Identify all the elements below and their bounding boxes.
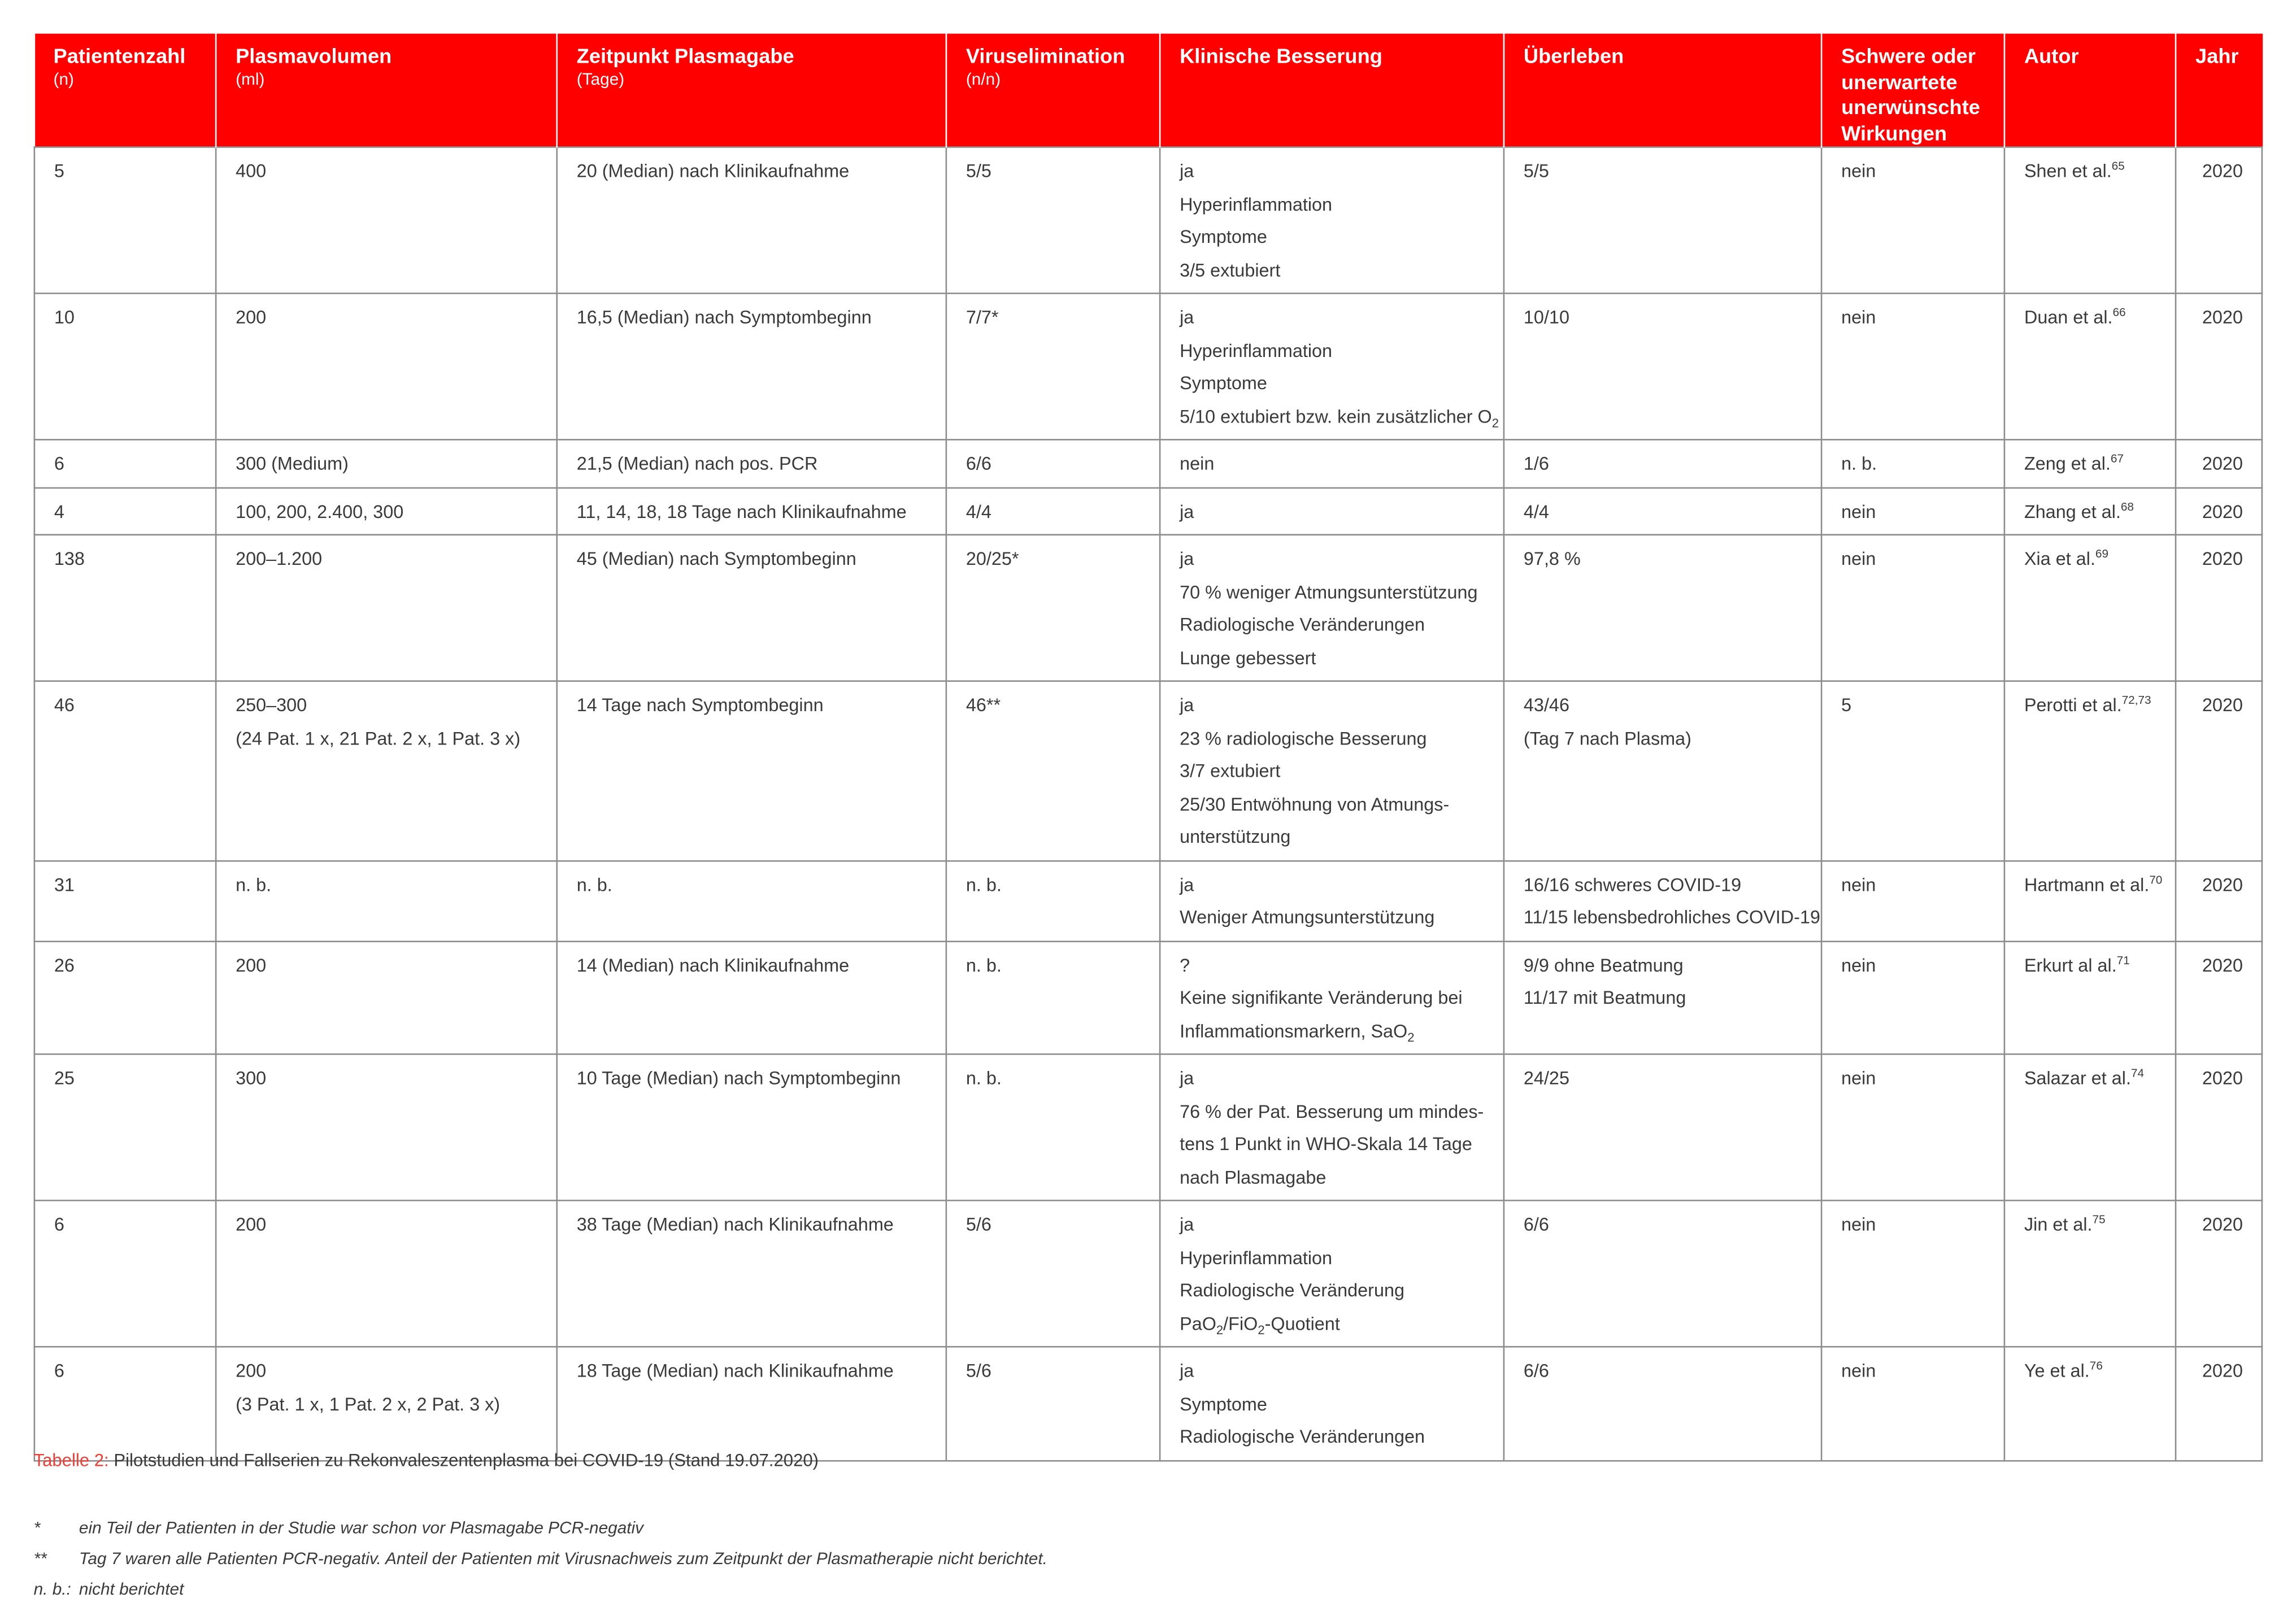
cell-wirkungen xyxy=(1821,1347,2004,1460)
cell-line: 14 (Median) nach Klinikaufnahme xyxy=(576,955,850,976)
cell-zeitpunkt xyxy=(557,681,946,860)
cell-line: Radiologische Veränderungen xyxy=(1180,614,1425,635)
cell-autor xyxy=(2004,681,2176,860)
cell-autor xyxy=(2004,1347,2176,1460)
cell-line: 70 % weniger Atmungsunterstützung xyxy=(1180,581,1478,602)
cell-line: Lunge gebessert xyxy=(1180,647,1316,668)
column-header xyxy=(1504,34,1821,147)
cell-zeitpunkt xyxy=(557,487,946,535)
reference-number: 65 xyxy=(2111,159,2125,173)
caption-text: Pilotstudien und Fallserien zu Rekonvaleszentenplasma bei COVID-19 (Stand 19.07.2020) xyxy=(108,1449,819,1471)
caption-label: Tabelle 2: xyxy=(33,1449,109,1471)
cell-line: nein xyxy=(1841,1068,1876,1089)
cell-line: 7/7* xyxy=(965,307,999,328)
cell-ueberleben xyxy=(1504,487,1821,535)
cell-viruselimination xyxy=(946,1347,1160,1460)
cell-line: 6/6 xyxy=(1523,1214,1549,1235)
cell-line: Inflammationsmarkern, SaO$_2$ xyxy=(1180,1020,1415,1044)
cell-jahr xyxy=(2176,681,2262,860)
cell-viruselimination xyxy=(946,1054,1160,1200)
cell-line: 3/5 extubiert xyxy=(1180,259,1281,281)
cell-line: n. b. xyxy=(965,1068,1002,1089)
cell-zeitpunkt xyxy=(557,860,946,941)
reference-number: 71 xyxy=(2116,953,2130,966)
cell-line: 46** xyxy=(965,695,1001,716)
cell-patienten xyxy=(34,1054,216,1200)
cell-line: 2020 xyxy=(2202,160,2243,182)
reference-number: 67 xyxy=(2110,452,2124,465)
cell-line: n. b. xyxy=(576,874,612,895)
cell-line: 5 xyxy=(54,160,64,182)
cell-line: Symptome xyxy=(1180,1394,1267,1414)
cell-line: nein xyxy=(1180,453,1215,474)
column-header xyxy=(34,34,216,147)
cell-line: 200 xyxy=(236,1360,267,1382)
cell-line: 2020 xyxy=(2202,695,2243,716)
column-unit: (n/n) xyxy=(965,71,1001,89)
cell-patienten xyxy=(34,439,216,487)
cell-line: 2020 xyxy=(2202,307,2243,328)
cell-besserung xyxy=(1160,1347,1504,1460)
cell-besserung xyxy=(1160,1200,1504,1347)
cell-line: nach Plasmagabe xyxy=(1180,1166,1327,1187)
cell-wirkungen xyxy=(1821,681,2004,860)
cell-plasmavolumen xyxy=(216,941,557,1054)
cell-line: ja xyxy=(1180,1214,1194,1235)
column-title: Überleben xyxy=(1523,43,1624,68)
column-title: Zeitpunkt Plasmagabe xyxy=(576,43,794,68)
cell-line: 400 xyxy=(236,160,267,182)
cell-autor xyxy=(2004,147,2176,293)
cell-viruselimination xyxy=(946,941,1160,1054)
cell-line: 5/10 extubiert bzw. kein zusätzlicher $O_2$ xyxy=(1180,406,1499,430)
cell-besserung xyxy=(1160,860,1504,941)
cell-besserung xyxy=(1160,293,1504,439)
cell-wirkungen xyxy=(1821,860,2004,941)
cell-line: 20 (Median) nach Klinikaufnahme xyxy=(576,160,850,182)
column-header xyxy=(1821,34,2004,147)
cell-line: 26 xyxy=(54,955,75,976)
cell-viruselimination xyxy=(946,147,1160,293)
cell-line: 5 xyxy=(1841,695,1852,716)
cell-line: 4 xyxy=(54,501,64,522)
cell-line: 6 xyxy=(54,1360,64,1382)
column-header xyxy=(946,34,1160,147)
cell-besserung xyxy=(1160,147,1504,293)
cell-line: 200 xyxy=(236,1214,267,1235)
column-title: Patientenzahl xyxy=(53,43,186,68)
cell-line: 138 xyxy=(54,548,85,569)
cell-line: 20/25* xyxy=(965,548,1019,569)
cell-line: Zeng et al.$^{67}$ xyxy=(2024,452,2124,474)
cell-autor xyxy=(2004,1200,2176,1347)
cell-line: Duan et al.$^{66}$ xyxy=(2024,306,2126,328)
cell-line: Hyperinflammation xyxy=(1180,340,1333,361)
table-row xyxy=(34,487,2262,535)
cell-patienten xyxy=(34,293,216,439)
cell-line: 21,5 (Median) nach pos. PCR xyxy=(576,453,818,474)
column-title: Autor xyxy=(2024,43,2079,68)
cell-line: 200–1.200 xyxy=(236,548,323,569)
cell-line: 5/6 xyxy=(965,1360,991,1382)
cell-line: 97,8 % xyxy=(1523,548,1581,569)
cell-line: 4/4 xyxy=(1523,501,1549,522)
cell-line: Hyperinflammation xyxy=(1180,1247,1333,1268)
cell-line: ja xyxy=(1180,1360,1194,1382)
cell-line: 6/6 xyxy=(1523,1360,1549,1382)
cell-line: nein xyxy=(1841,307,1876,328)
cell-plasmavolumen xyxy=(216,1347,557,1460)
cell-line: n. b. xyxy=(965,874,1002,895)
cell-line: 1/6 xyxy=(1523,453,1549,474)
cell-line: nein xyxy=(1841,548,1876,569)
cell-viruselimination xyxy=(946,1200,1160,1347)
column-title: Jahr xyxy=(2195,43,2239,68)
cell-besserung xyxy=(1160,535,1504,681)
cell-ueberleben xyxy=(1504,681,1821,860)
cell-zeitpunkt xyxy=(557,439,946,487)
table-row xyxy=(34,535,2262,681)
table-row xyxy=(34,1200,2262,1347)
cell-autor xyxy=(2004,293,2176,439)
table-caption xyxy=(34,1450,819,1470)
cell-plasmavolumen xyxy=(216,487,557,535)
cell-line: 6 xyxy=(54,1214,64,1235)
subscript: 2 xyxy=(1258,1322,1265,1337)
cell-line: 31 xyxy=(54,874,75,895)
cell-line: 46 xyxy=(54,695,75,716)
cell-besserung xyxy=(1160,1054,1504,1200)
column-header xyxy=(216,34,557,147)
cell-patienten xyxy=(34,147,216,293)
cell-line: n. b. xyxy=(236,874,272,895)
cell-line: Perotti et al.$^{72,73}$ xyxy=(2024,693,2151,716)
cell-ueberleben xyxy=(1504,1347,1821,1460)
cell-ueberleben xyxy=(1504,147,1821,293)
cell-line: 2020 xyxy=(2202,955,2243,976)
cell-besserung xyxy=(1160,487,1504,535)
cell-besserung xyxy=(1160,439,1504,487)
cell-line: Zhang et al.$^{68}$ xyxy=(2024,499,2134,522)
cell-wirkungen xyxy=(1821,1200,2004,1347)
subscript: 2 xyxy=(1491,415,1499,430)
footnote-text: nicht berichtet xyxy=(79,1581,184,1599)
reference-number: 74 xyxy=(2130,1066,2145,1080)
cell-line: ja xyxy=(1180,307,1194,328)
cell-patienten xyxy=(34,535,216,681)
cell-line: n. b. xyxy=(965,955,1002,976)
cell-line: PaO$_2$/FiO$_2$-Quotient xyxy=(1180,1313,1340,1337)
cell-wirkungen xyxy=(1821,487,2004,535)
cell-patienten xyxy=(34,487,216,535)
cell-ueberleben xyxy=(1504,535,1821,681)
cell-line: 11/17 mit Beatmung xyxy=(1523,987,1686,1008)
cell-jahr xyxy=(2176,1054,2262,1200)
column-title: Schwere oder unerwartete unerwünschte Wirkungen xyxy=(1841,43,1980,145)
cell-plasmavolumen xyxy=(216,1200,557,1347)
cell-line: n. b. xyxy=(1841,453,1877,474)
cell-line: Radiologische Veränderungen xyxy=(1180,1426,1425,1447)
cell-viruselimination xyxy=(946,681,1160,860)
cell-line: nein xyxy=(1841,955,1876,976)
cell-line: nein xyxy=(1841,501,1876,522)
cell-patienten xyxy=(34,941,216,1054)
cell-autor xyxy=(2004,1054,2176,1200)
cell-patienten xyxy=(34,1347,216,1460)
table-row xyxy=(34,147,2262,293)
cell-line: 2020 xyxy=(2202,1068,2243,1089)
cell-line: 25/30 Entwöhnung von Atmungs- xyxy=(1180,794,1450,815)
cell-line: 2020 xyxy=(2202,453,2243,474)
cell-line: nein xyxy=(1841,1360,1876,1382)
cell-plasmavolumen xyxy=(216,147,557,293)
column-unit: (n) xyxy=(53,71,74,89)
cell-zeitpunkt xyxy=(557,293,946,439)
cell-line: Radiologische Veränderung xyxy=(1180,1280,1405,1301)
cell-line: 16,5 (Median) nach Symptombeginn xyxy=(576,307,872,328)
cell-wirkungen xyxy=(1821,941,2004,1054)
reference-number: 76 xyxy=(2089,1359,2103,1373)
data-table xyxy=(34,34,2263,1461)
cell-patienten xyxy=(34,681,216,860)
subscript: 2 xyxy=(1216,1322,1224,1337)
column-unit: (Tage) xyxy=(576,71,625,89)
cell-line: Salazar et al.$^{74}$ xyxy=(2024,1066,2145,1089)
cell-zeitpunkt xyxy=(557,1347,946,1460)
cell-besserung xyxy=(1160,681,1504,860)
cell-line: 18 Tage (Median) nach Klinikaufnahme xyxy=(576,1360,894,1382)
table-row xyxy=(34,439,2262,487)
cell-jahr xyxy=(2176,860,2262,941)
reference-number: 69 xyxy=(2095,547,2109,561)
cell-line: 200 xyxy=(236,955,267,976)
column-title: Viruselimination xyxy=(965,43,1125,68)
cell-jahr xyxy=(2176,941,2262,1054)
cell-zeitpunkt xyxy=(557,147,946,293)
cell-line: 10/10 xyxy=(1523,307,1569,328)
cell-wirkungen xyxy=(1821,1054,2004,1200)
cell-line: ja xyxy=(1180,160,1194,182)
cell-line: 5/5 xyxy=(1523,160,1549,182)
cell-line: 25 xyxy=(54,1068,75,1089)
column-header xyxy=(557,34,946,147)
table-row xyxy=(34,681,2262,860)
column-header xyxy=(1160,34,1504,147)
cell-line: 23 % radiologische Besserung xyxy=(1180,728,1427,748)
cell-line: 200 xyxy=(236,307,267,328)
cell-line: 9/9 ohne Beatmung xyxy=(1523,955,1684,976)
cell-line: ja xyxy=(1180,1068,1194,1089)
cell-autor xyxy=(2004,487,2176,535)
cell-jahr xyxy=(2176,535,2262,681)
cell-line: 5/5 xyxy=(965,160,991,182)
cell-line: ? xyxy=(1180,955,1190,976)
cell-jahr xyxy=(2176,487,2262,535)
cell-wirkungen xyxy=(1821,147,2004,293)
table-row xyxy=(34,860,2262,941)
cell-viruselimination xyxy=(946,439,1160,487)
reference-number: 68 xyxy=(2120,499,2134,513)
cell-line: nein xyxy=(1841,160,1876,182)
cell-line: tens 1 Punkt in WHO-Skala 14 Tage xyxy=(1180,1134,1472,1155)
cell-line: 2020 xyxy=(2202,1214,2243,1235)
cell-wirkungen xyxy=(1821,293,2004,439)
cell-line: 6/6 xyxy=(965,453,991,474)
cell-line: Erkurt al al.$^{71}$ xyxy=(2024,953,2130,976)
cell-line: Ye et al.$^{76}$ xyxy=(2024,1359,2103,1382)
cell-jahr xyxy=(2176,147,2262,293)
footnote-symbol: * xyxy=(33,1520,41,1538)
cell-line: (3 Pat. 1 x, 1 Pat. 2 x, 2 Pat. 3 x) xyxy=(236,1394,501,1414)
cell-line: Xia et al.$^{69}$ xyxy=(2024,547,2109,569)
cell-line: Jin et al.$^{75}$ xyxy=(2024,1213,2106,1235)
cell-plasmavolumen xyxy=(216,681,557,860)
cell-line: Symptome xyxy=(1180,373,1267,394)
cell-line: nein xyxy=(1841,874,1876,895)
cell-ueberleben xyxy=(1504,1054,1821,1200)
cell-jahr xyxy=(2176,293,2262,439)
cell-line: Hyperinflammation xyxy=(1180,194,1333,215)
table-row xyxy=(34,1347,2262,1460)
table-header-row xyxy=(34,34,2262,147)
cell-line: 3/7 extubiert xyxy=(1180,760,1281,782)
cell-line: 16/16 schweres COVID-19 xyxy=(1523,874,1742,895)
cell-line: 43/46 xyxy=(1523,695,1569,716)
cell-wirkungen xyxy=(1821,439,2004,487)
footnote-text: Tag 7 waren alle Patienten PCR-negativ. Anteil der Patienten mit Virusnachweis zum Zeitpunkt der Plasmatherapie nicht berichtet. xyxy=(79,1551,1047,1569)
footnote-text: ein Teil der Patienten in der Studie war schon vor Plasmagabe PCR-negativ xyxy=(79,1520,644,1538)
cell-wirkungen xyxy=(1821,535,2004,681)
cell-line: 300 (Medium) xyxy=(236,453,349,474)
reference-number: 72,73 xyxy=(2121,693,2151,707)
cell-line: ja xyxy=(1180,548,1194,569)
cell-line: 100, 200, 2.400, 300 xyxy=(236,501,404,522)
cell-zeitpunkt xyxy=(557,1200,946,1347)
cell-ueberleben xyxy=(1504,293,1821,439)
table-row xyxy=(34,1054,2262,1200)
cell-line: unterstützung xyxy=(1180,826,1291,847)
cell-line: 2020 xyxy=(2202,501,2243,522)
cell-line: 14 Tage nach Symptombeginn xyxy=(576,695,824,716)
cell-line: 300 xyxy=(236,1068,267,1089)
cell-line: ja xyxy=(1180,874,1194,895)
reference-number: 66 xyxy=(2112,306,2126,319)
table-row xyxy=(34,941,2262,1054)
cell-zeitpunkt xyxy=(557,535,946,681)
cell-line: 24/25 xyxy=(1523,1068,1569,1089)
cell-line: 76 % der Pat. Besserung um mindes- xyxy=(1180,1101,1484,1122)
cell-line: Weniger Atmungsunterstützung xyxy=(1180,907,1435,928)
cell-viruselimination xyxy=(946,860,1160,941)
cell-plasmavolumen xyxy=(216,535,557,681)
cell-viruselimination xyxy=(946,487,1160,535)
table-row xyxy=(34,293,2262,439)
cell-line: Hartmann et al.$^{70}$ xyxy=(2024,872,2163,895)
cell-autor xyxy=(2004,941,2176,1054)
cell-line: ja xyxy=(1180,501,1194,522)
column-header xyxy=(2176,34,2262,147)
cell-line: 2020 xyxy=(2202,874,2243,895)
cell-ueberleben xyxy=(1504,860,1821,941)
cell-patienten xyxy=(34,860,216,941)
cell-line: 11, 14, 18, 18 Tage nach Klinikaufnahme xyxy=(576,501,907,522)
cell-line: 38 Tage (Median) nach Klinikaufnahme xyxy=(576,1214,894,1235)
cell-line: 6 xyxy=(54,453,64,474)
cell-viruselimination xyxy=(946,535,1160,681)
cell-line: 4/4 xyxy=(965,501,991,522)
cell-besserung xyxy=(1160,941,1504,1054)
cell-line: 250–300 xyxy=(236,695,307,716)
cell-line: (24 Pat. 1 x, 21 Pat. 2 x, 1 Pat. 3 x) xyxy=(236,728,521,748)
table-body xyxy=(34,147,2262,1460)
cell-ueberleben xyxy=(1504,439,1821,487)
cell-zeitpunkt xyxy=(557,941,946,1054)
cell-autor xyxy=(2004,535,2176,681)
cell-zeitpunkt xyxy=(557,1054,946,1200)
column-title: Klinische Besserung xyxy=(1180,43,1382,68)
cell-jahr xyxy=(2176,439,2262,487)
cell-ueberleben xyxy=(1504,1200,1821,1347)
cell-line: 10 Tage (Median) nach Symptombeginn xyxy=(576,1068,901,1089)
footnote-symbol: n. b.: xyxy=(33,1581,71,1599)
cell-line: ja xyxy=(1180,695,1194,716)
cell-ueberleben xyxy=(1504,941,1821,1054)
cell-line: Symptome xyxy=(1180,227,1267,247)
cell-line: 5/6 xyxy=(965,1214,991,1235)
cell-jahr xyxy=(2176,1200,2262,1347)
cell-line: 2020 xyxy=(2202,548,2243,569)
column-title: Plasmavolumen xyxy=(236,43,392,68)
column-unit: (ml) xyxy=(236,71,265,89)
cell-line: 10 xyxy=(54,307,75,328)
cell-plasmavolumen xyxy=(216,860,557,941)
cell-autor xyxy=(2004,439,2176,487)
cell-patienten xyxy=(34,1200,216,1347)
reference-number: 75 xyxy=(2092,1213,2106,1226)
subscript: 2 xyxy=(1407,1029,1415,1044)
reference-number: 70 xyxy=(2149,872,2163,886)
cell-viruselimination xyxy=(946,293,1160,439)
cell-line: Shen et al.$^{65}$ xyxy=(2024,159,2125,182)
cell-line: 45 (Median) nach Symptombeginn xyxy=(576,548,856,569)
cell-plasmavolumen xyxy=(216,439,557,487)
cell-line: nein xyxy=(1841,1214,1876,1235)
cell-line: (Tag 7 nach Plasma) xyxy=(1523,728,1691,748)
cell-line: Keine signifikante Veränderung bei xyxy=(1180,987,1463,1008)
cell-plasmavolumen xyxy=(216,1054,557,1200)
cell-plasmavolumen xyxy=(216,293,557,439)
cell-line: 11/15 lebensbedrohliches COVID-19 xyxy=(1523,907,1820,928)
cell-autor xyxy=(2004,860,2176,941)
column-header xyxy=(2004,34,2176,147)
cell-jahr xyxy=(2176,1347,2262,1460)
cell-line: 2020 xyxy=(2202,1360,2243,1382)
footnote-symbol: ** xyxy=(33,1551,47,1569)
